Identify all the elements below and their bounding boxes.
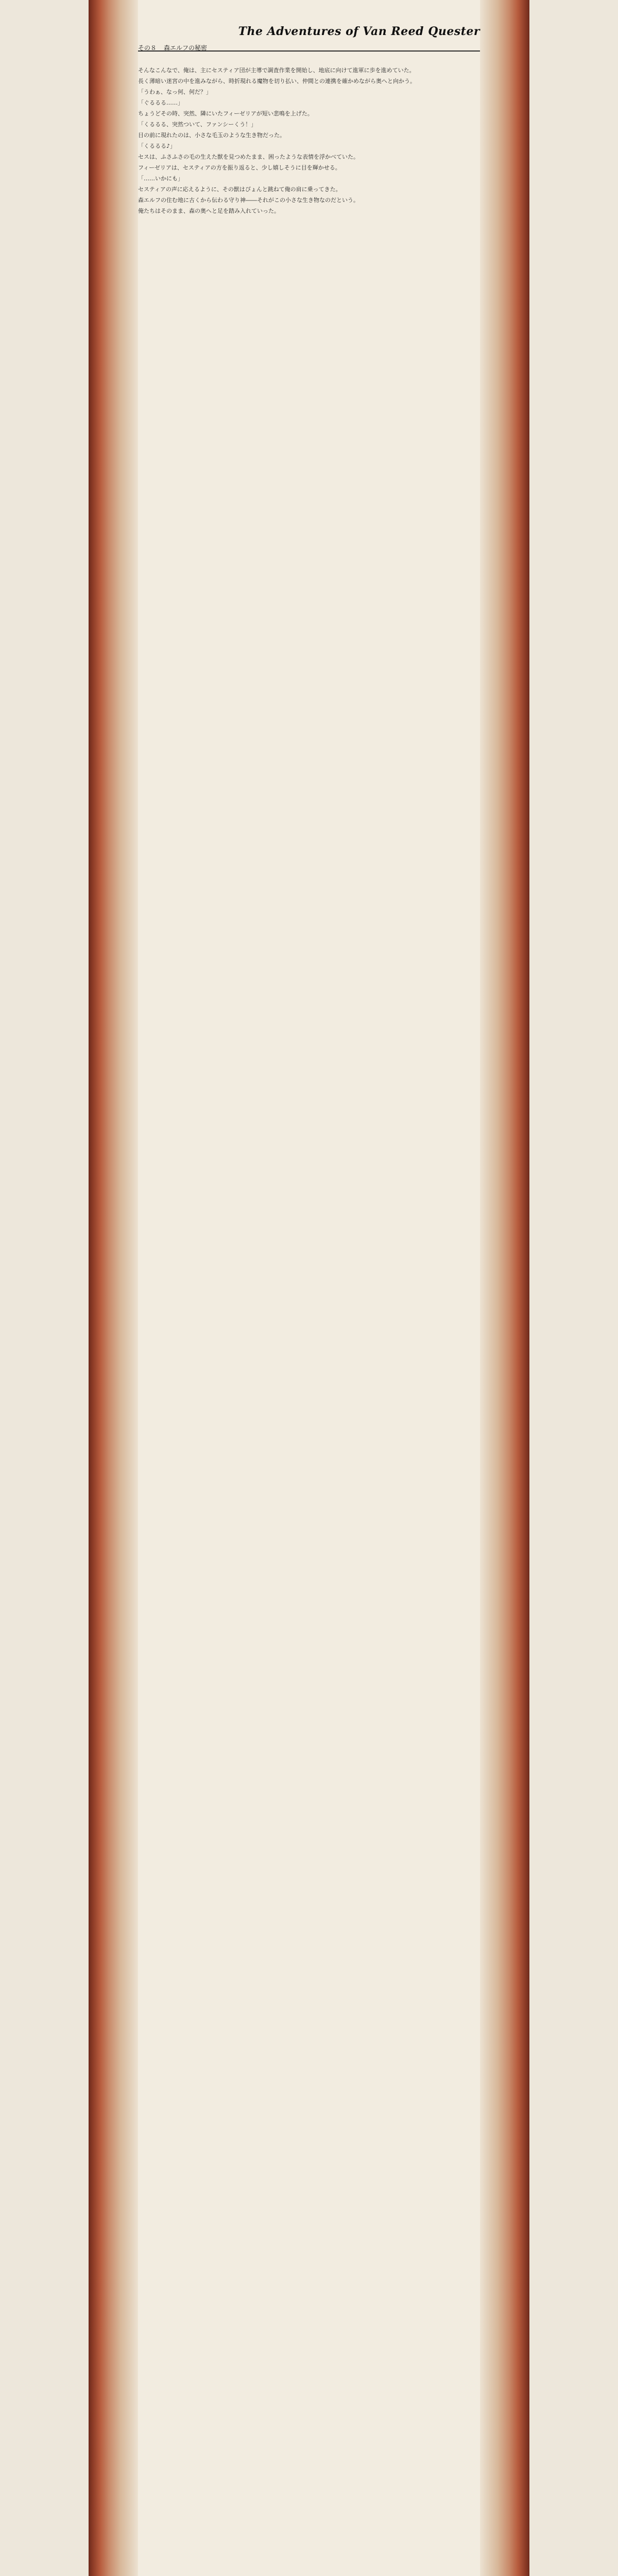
- left-border-decoration: [89, 0, 138, 2576]
- chapter-title: 森エルフの秘密: [164, 44, 208, 52]
- paragraph: 長く薄暗い迷宮の中を進みながら、時折現れる魔物を切り払い、仲間との連携を確かめながら奥へと向かう。: [138, 78, 416, 84]
- paper-background: [138, 0, 480, 2576]
- paragraph: セスは、ふさふさの毛の生えた獣を見つめたまま、困ったような表情を浮かべていた。: [138, 154, 359, 160]
- paragraph: 「くるるる、突然ついて、ファンシーくう！」: [138, 121, 257, 128]
- paragraph: そんなこんなで、俺は、主にセスティア団が主導で調査作業を開始し、地底に向けて進軍に歩を進めていた。: [138, 67, 415, 74]
- paragraph: 「ぐるるる……」: [138, 99, 183, 106]
- paragraph: 目の前に現れたのは、小さな毛玉のような生き物だった。: [138, 132, 285, 139]
- paragraph: セスティアの声に応えるように、その獣はぴょんと跳ねて俺の肩に乗ってきた。: [138, 186, 341, 193]
- paragraph: 森エルフの住む地に古くから伝わる守り神――それがこの小さな生き物なのだという。: [138, 197, 359, 204]
- chapter-heading: [138, 43, 214, 52]
- paragraph: 「くるるる♪」: [138, 143, 176, 149]
- chapter-number: その８: [138, 44, 157, 52]
- story-title: The Adventures of Van Reed Quester: [238, 25, 480, 38]
- paragraph: フィーゼリアは、セスティアの方を振り返ると、少し嬉しそうに目を輝かせる。: [138, 164, 341, 171]
- story-body: [138, 65, 473, 216]
- right-border-decoration: [480, 0, 529, 2576]
- paragraph: 「……いかにも」: [138, 175, 183, 182]
- paragraph: 「うわぁ、なっ何、何だ？」: [138, 89, 212, 95]
- paragraph: 俺たちはそのまま、森の奥へと足を踏み入れていった。: [138, 208, 280, 214]
- story-header: [138, 24, 480, 52]
- paragraph: ちょうどその時、突然、隣にいたフィーゼリアが短い悲鳴を上げた。: [138, 110, 313, 117]
